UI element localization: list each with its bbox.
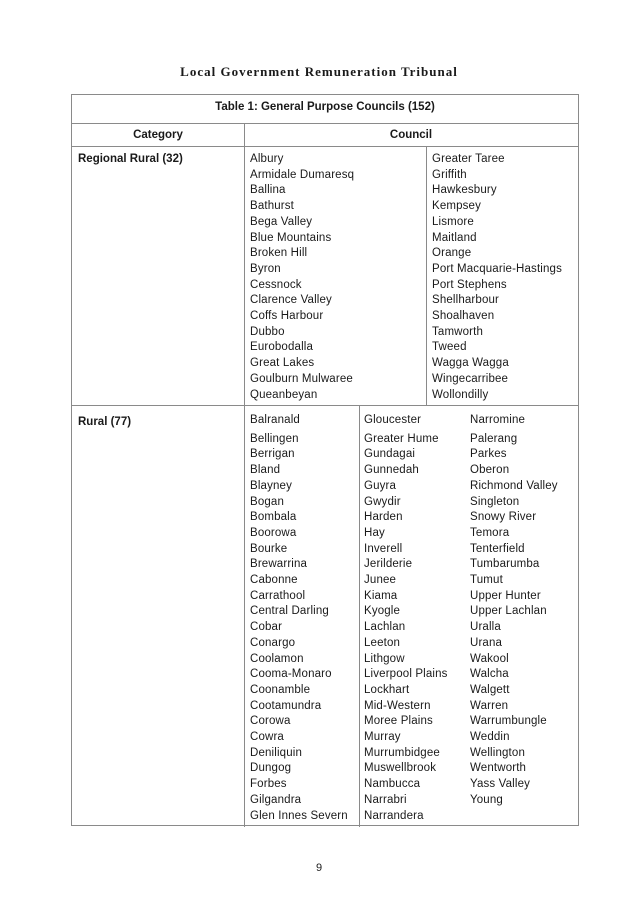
- column-header-category: Category: [133, 129, 183, 141]
- row-divider: [72, 123, 578, 124]
- list-item: Bourke: [250, 542, 288, 555]
- list-item: Glen Innes Severn: [250, 809, 348, 822]
- list-item: Albury: [250, 153, 284, 165]
- list-item: Hawkesbury: [432, 184, 497, 197]
- category-rural: Rural (77): [78, 416, 132, 428]
- list-item: Moree Plains: [364, 715, 433, 728]
- list-item: Wellington: [470, 746, 525, 759]
- list-item: Gundagai: [364, 448, 416, 461]
- list-item: Snowy River: [470, 511, 537, 524]
- list-item: Cessnock: [250, 278, 302, 291]
- list-item: Maitland: [432, 231, 477, 244]
- rural-council-list-2: [364, 413, 448, 824]
- list-item: Kiama: [364, 589, 398, 602]
- list-item: Cabonne: [250, 574, 298, 587]
- regional-council-list-1: [250, 152, 354, 403]
- list-item: Port Macquarie-Hastings: [432, 262, 563, 275]
- category-regional-rural: Regional Rural (32): [78, 153, 183, 165]
- list-item: Narrandera: [364, 809, 424, 822]
- list-item: Blayney: [250, 479, 292, 492]
- list-item: Bombala: [250, 511, 297, 524]
- list-item: Murray: [364, 731, 401, 744]
- list-item: Broken Hill: [250, 247, 308, 260]
- list-item: Mid-Western: [364, 699, 431, 712]
- list-item: Blue Mountains: [250, 231, 332, 244]
- list-item: Yass Valley: [470, 778, 531, 791]
- list-item: Greater Hume: [364, 432, 439, 445]
- list-item: Eurobodalla: [250, 341, 314, 354]
- list-item: Inverell: [364, 542, 403, 555]
- list-item: Wakool: [470, 652, 509, 665]
- list-item: Boorowa: [250, 526, 297, 539]
- list-item: Murrumbidgee: [364, 746, 440, 759]
- list-item: Wingecarribee: [432, 372, 509, 385]
- list-item: Uralla: [470, 621, 501, 634]
- list-item: Parkes: [470, 448, 507, 461]
- regional-council-list-2: [432, 152, 562, 403]
- column-divider: [244, 123, 245, 827]
- list-item: Goulburn Mulwaree: [250, 372, 353, 385]
- list-item: Walcha: [470, 668, 509, 681]
- sub-column-divider: [359, 405, 360, 827]
- councils-table: [71, 94, 579, 826]
- list-item: Hay: [364, 526, 385, 539]
- page-number: 9: [315, 862, 323, 874]
- list-item: Bland: [250, 464, 281, 477]
- list-item: Coffs Harbour: [250, 310, 324, 323]
- list-item: Lithgow: [364, 652, 405, 665]
- list-item: Liverpool Plains: [364, 668, 448, 681]
- list-item: Temora: [470, 526, 510, 539]
- list-item: Guyra: [364, 479, 397, 492]
- list-item: Kyogle: [364, 605, 401, 618]
- row-divider: [72, 146, 578, 147]
- list-item: Tumbarumba: [470, 558, 540, 571]
- list-item: Gwydir: [364, 495, 401, 508]
- list-item: Tumut: [470, 574, 503, 587]
- list-item: Cootamundra: [250, 699, 322, 712]
- list-item: Greater Taree: [432, 153, 505, 165]
- list-item: Conargo: [250, 636, 296, 649]
- list-item: Lockhart: [364, 683, 410, 696]
- list-item: Muswellbrook: [364, 762, 437, 775]
- list-item: Queanbeyan: [250, 388, 318, 401]
- rural-council-list-1: [250, 413, 348, 824]
- list-item: Lismore: [432, 215, 474, 228]
- list-item: Tweed: [432, 341, 467, 354]
- list-item: Harden: [364, 511, 403, 524]
- list-item: Weddin: [470, 731, 510, 744]
- list-item: Orange: [432, 247, 472, 260]
- list-item: Tamworth: [432, 325, 484, 338]
- list-item: Berrigan: [250, 448, 295, 461]
- list-item: Armidale Dumaresq: [250, 168, 355, 181]
- list-item: Kempsey: [432, 200, 481, 213]
- list-item: Gilgandra: [250, 793, 302, 806]
- list-item: Wagga Wagga: [432, 357, 509, 370]
- sub-column-divider: [426, 146, 427, 405]
- row-divider: [72, 405, 578, 406]
- list-item: Narrabri: [364, 793, 407, 806]
- rural-council-list-3: [470, 413, 558, 809]
- list-item: Cobar: [250, 621, 283, 634]
- list-item: Walgett: [470, 683, 510, 696]
- list-item: Tenterfield: [470, 542, 525, 555]
- list-item: Coolamon: [250, 652, 304, 665]
- list-item: Great Lakes: [250, 357, 315, 370]
- page-header: Local Government Remuneration Tribunal: [180, 64, 458, 79]
- list-item: Corowa: [250, 715, 291, 728]
- list-item: Wollondilly: [432, 388, 489, 401]
- list-item: Ballina: [250, 184, 286, 197]
- list-item: Leeton: [364, 636, 401, 649]
- list-item: Carrathool: [250, 589, 306, 602]
- list-item: Gloucester: [364, 414, 422, 426]
- list-item: Cooma-Monaro: [250, 668, 332, 681]
- list-item: Byron: [250, 262, 281, 275]
- list-item: Shoalhaven: [432, 310, 495, 323]
- list-item: Central Darling: [250, 605, 329, 618]
- list-item: Clarence Valley: [250, 294, 332, 307]
- list-item: Bellingen: [250, 432, 299, 445]
- list-item: Young: [470, 793, 503, 806]
- list-item: Bathurst: [250, 200, 295, 213]
- column-header-council: Council: [389, 129, 433, 141]
- list-item: Oberon: [470, 464, 510, 477]
- list-item: Shellharbour: [432, 294, 500, 307]
- list-item: Griffith: [432, 168, 467, 181]
- list-item: Deniliquin: [250, 746, 303, 759]
- list-item: Singleton: [470, 495, 520, 508]
- list-item: Narromine: [470, 414, 526, 426]
- list-item: Balranald: [250, 414, 300, 426]
- list-item: Cowra: [250, 731, 284, 744]
- list-item: Upper Hunter: [470, 589, 541, 602]
- list-item: Dubbo: [250, 325, 285, 338]
- list-item: Lachlan: [364, 621, 406, 634]
- list-item: Jerilderie: [364, 558, 413, 571]
- list-item: Warren: [470, 699, 509, 712]
- list-item: Wentworth: [470, 762, 527, 775]
- table-caption: Table 1: General Purpose Councils (152): [215, 101, 435, 113]
- list-item: Nambucca: [364, 778, 421, 791]
- list-item: Bega Valley: [250, 215, 313, 228]
- list-item: Port Stephens: [432, 278, 507, 291]
- list-item: Dungog: [250, 762, 292, 775]
- list-item: Gunnedah: [364, 464, 419, 477]
- list-item: Forbes: [250, 778, 287, 791]
- list-item: Upper Lachlan: [470, 605, 547, 618]
- list-item: Brewarrina: [250, 558, 308, 571]
- list-item: Palerang: [470, 432, 518, 445]
- list-item: Bogan: [250, 495, 285, 508]
- list-item: Coonamble: [250, 683, 311, 696]
- list-item: Warrumbungle: [470, 715, 547, 728]
- list-item: Urana: [470, 636, 503, 649]
- list-item: Richmond Valley: [470, 479, 558, 492]
- list-item: Junee: [364, 574, 397, 587]
